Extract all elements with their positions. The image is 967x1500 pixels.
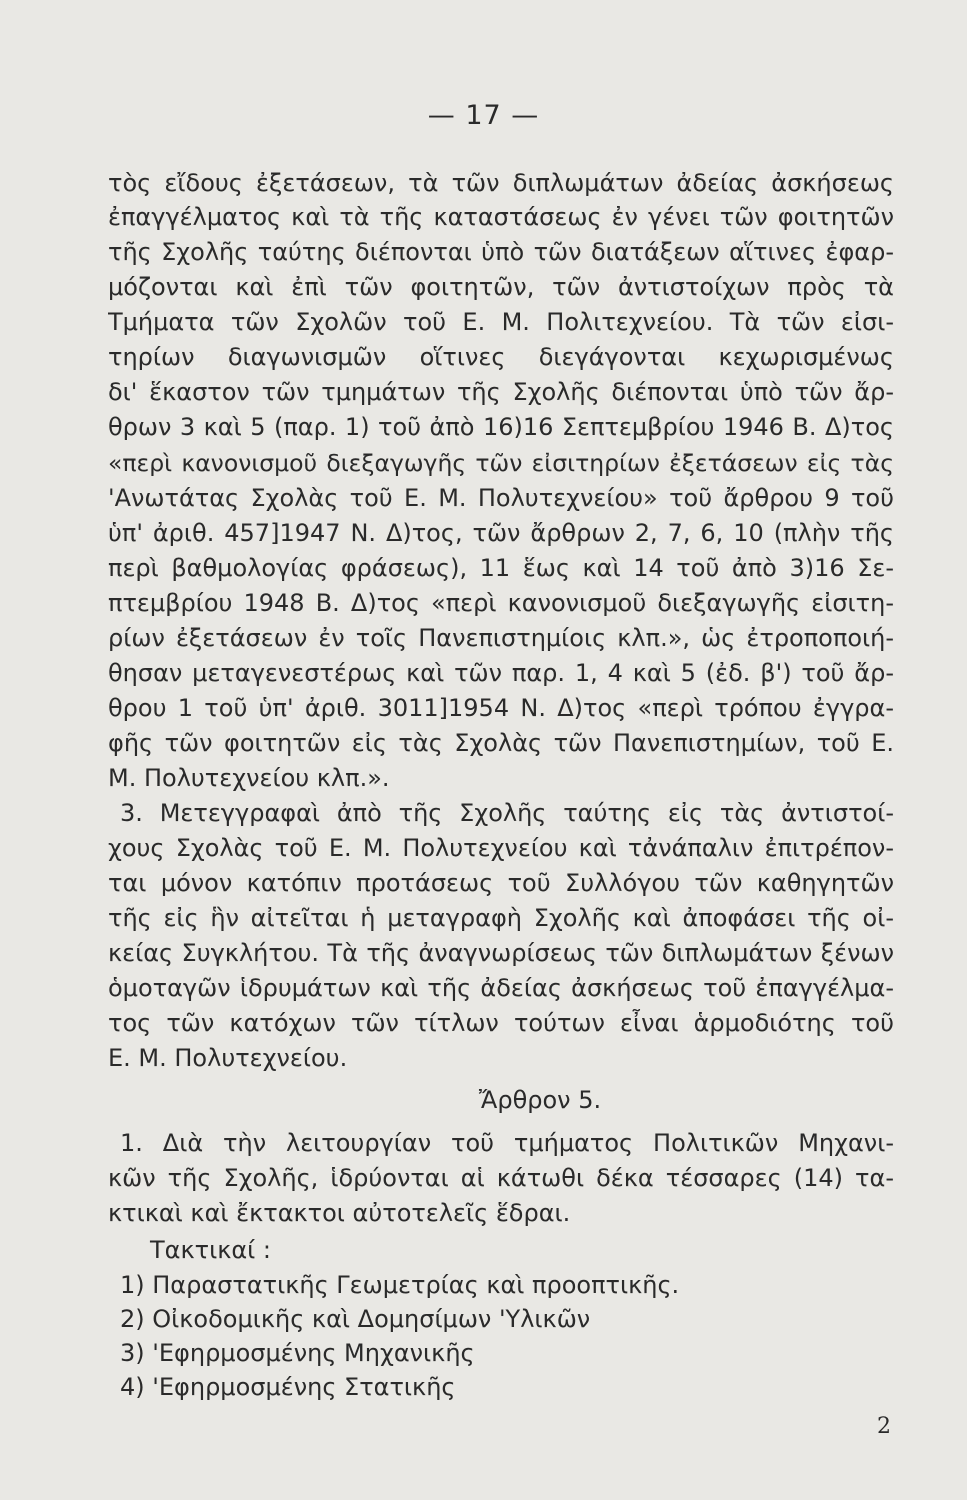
list-item: 3) 'Εφηρμοσμένης Μηχανικῆς bbox=[120, 1339, 475, 1367]
text-line: Τμήματα τῶν Σχολῶν τοῦ Ε. Μ. Πολιτεχνείου. Τὰ τῶν εἰσι- bbox=[108, 308, 894, 336]
text-line: ται μόνον κατόπιν προτάσεως τοῦ Συλλόγου τῶν καθηγητῶν bbox=[108, 869, 894, 897]
list-item: 2) Οἰκοδομικῆς καὶ Δομησίμων 'Υλικῶν bbox=[120, 1305, 591, 1333]
text-line: 'Ανωτάτας Σχολὰς τοῦ Ε. Μ. Πολυτεχνείου» τοῦ ἄρθρου 9 τοῦ bbox=[108, 484, 894, 512]
text-line: τῆς Σχολῆς ταύτης διέπονται ὑπὸ τῶν διατάξεων αἵτινες ἐφαρ- bbox=[108, 238, 894, 266]
text-line: Μ. Πολυτεχνείου κλπ.». bbox=[108, 764, 390, 792]
text-line: ἐπαγγέλματος καὶ τὰ τῆς καταστάσεως ἐν γένει τῶν φοιτητῶν bbox=[108, 203, 894, 231]
text-line: τος τῶν κατόχων τῶν τίτλων τούτων εἶναι ἁρμοδιότης τοῦ bbox=[108, 1009, 894, 1037]
signature-mark: 2 bbox=[877, 1414, 891, 1439]
text-line: δι' ἕκαστον τῶν τμημάτων τῆς Σχολῆς διέπονται ὑπὸ τῶν ἄρ- bbox=[108, 378, 894, 406]
text-line: 1. Διὰ τὴν λειτουργίαν τοῦ τμήματος Πολιτικῶν Μηχανι- bbox=[120, 1129, 894, 1157]
text-line: ρίων ἐξετάσεων ἐν τοῖς Πανεπιστημίοις κλπ.», ὡς ἐτροποποιή- bbox=[108, 624, 894, 652]
text-line: περὶ βαθμολογίας φράσεως), 11 ἕως καὶ 14 τοῦ ἀπὸ 3)16 Σε- bbox=[108, 554, 894, 582]
text-line: κῶν τῆς Σχολῆς, ἱδρύονται αἱ κάτωθι δέκα τέσσαρες (14) τα- bbox=[108, 1164, 894, 1192]
text-line: κτικαὶ καὶ ἔκτακτοι αὐτοτελεῖς ἕδραι. bbox=[108, 1199, 571, 1227]
text-line: θρων 3 καὶ 5 (παρ. 1) τοῦ ἀπὸ 16)16 Σεπτεμβρίου 1946 Β. Δ)τος bbox=[108, 413, 894, 441]
text-line: τὸς εἴδους ἐξετάσεων, τὰ τῶν διπλωμάτων ἀδείας ἀσκήσεως bbox=[108, 169, 894, 197]
text-line: θησαν μεταγενεστέρως καὶ τῶν παρ. 1, 4 καὶ 5 (ἐδ. β') τοῦ ἄρ- bbox=[108, 659, 894, 687]
list-item: 1) Παραστατικῆς Γεωμετρίας καὶ προοπτικῆς. bbox=[120, 1271, 680, 1299]
text-line: μόζονται καὶ ἐπὶ τῶν φοιτητῶν, τῶν ἀντιστοίχων πρὸς τὰ bbox=[108, 273, 894, 301]
text-line: «περὶ κανονισμοῦ διεξαγωγῆς τῶν εἰσιτηρίων ἐξετάσεων εἰς τὰς bbox=[108, 449, 894, 477]
list-item: 4) 'Εφηρμοσμένης Στατικῆς bbox=[120, 1373, 456, 1401]
subheading: Τακτικαί : bbox=[150, 1236, 271, 1264]
text-line: 3. Μετεγγραφαὶ ἀπὸ τῆς Σχολῆς ταύτης εἰς τὰς ἀντιστοί- bbox=[120, 799, 894, 827]
text-line: χους Σχολὰς τοῦ Ε. Μ. Πολυτεχνείου καὶ τἀνάπαλιν ἐπιτρέπον- bbox=[108, 834, 894, 862]
text-line: πτεμβρίου 1948 Β. Δ)τος «περὶ κανονισμοῦ διεξαγωγῆς εἰσιτη- bbox=[108, 589, 894, 617]
text-line: τηρίων διαγωνισμῶν οἵτινες διεγάγονται κεχωρισμένως bbox=[108, 343, 894, 371]
text-line: Ε. Μ. Πολυτεχνείου. bbox=[108, 1044, 348, 1072]
text-line: φῆς τῶν φοιτητῶν εἰς τὰς Σχολὰς τῶν Πανεπιστημίων, τοῦ Ε. bbox=[108, 729, 894, 757]
article-heading: Ἄρθρον 5. bbox=[478, 1086, 602, 1114]
text-line: κείας Συγκλήτου. Τὰ τῆς ἀναγνωρίσεως τῶν διπλωμάτων ξένων bbox=[108, 939, 894, 967]
page-number: — 17 — bbox=[427, 100, 540, 131]
text-line: ὁμοταγῶν ἱδρυμάτων καὶ τῆς ἀδείας ἀσκήσεως τοῦ ἐπαγγέλμα- bbox=[108, 974, 894, 1002]
text-line: θρου 1 τοῦ ὑπ' ἀριθ. 3011]1954 Ν. Δ)τος «περὶ τρόπου ἐγγρα- bbox=[108, 694, 894, 722]
text-line: ὑπ' ἀριθ. 457]1947 Ν. Δ)τος, τῶν ἄρθρων 2, 7, 6, 10 (πλὴν τῆς bbox=[108, 519, 894, 547]
text-line: τῆς εἰς ἣν αἰτεῖται ἡ μεταγραφὴ Σχολῆς καὶ ἀποφάσει τῆς οἰ- bbox=[108, 904, 894, 932]
